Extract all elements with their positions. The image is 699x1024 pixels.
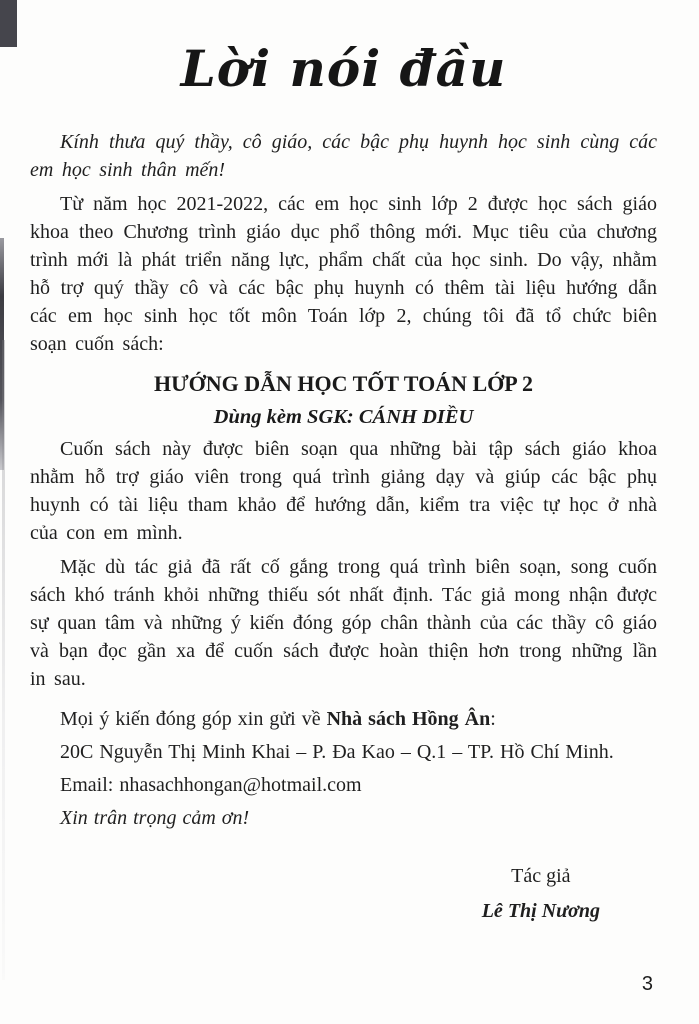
feedback-suffix: : [490, 707, 496, 730]
page-number: 3 [641, 973, 653, 995]
book-title-heading: HƯỚNG DẪN HỌC TỐT TOÁN LỚP 2 [154, 370, 533, 396]
email-line: Email: nhasachhongan@hotmail.com [60, 773, 362, 796]
page-title: Lời nói đầu [180, 39, 507, 98]
thanks-line: Xin trân trọng cảm ơn! [60, 806, 250, 829]
scan-artifact-left-edge-light [2, 340, 5, 980]
signoff-label: Tác giả [511, 864, 571, 887]
scan-artifact-corner [0, 0, 17, 47]
address-line: 20C Nguyễn Thị Minh Khai – P. Đa Kao – Q.1 – TP. Hồ Chí Minh. [60, 740, 614, 763]
author-name: Lê Thị Nương [481, 899, 600, 922]
intro-paragraph: Từ năm học 2021-2022, các em học sinh lớp 2 được học sách giáo khoa theo Chương trình giáo dục phổ thông mới. Mục tiêu của chương trình mới là phát triển năng lực, phẩm chất của học sinh. Do vậy, nhằm hỗ trợ quý thầy cô và các bậc phụ huynh có thêm tài liệu hướng dẫn các em học sinh học tốt môn Toán lớp 2, chúng tôi đã tổ chức biên soạn cuốn sách: [30, 192, 657, 355]
book-subtitle-heading: Dùng kèm SGK: CÁNH DIỀU [213, 405, 474, 428]
about-paragraph: Cuốn sách này được biên soạn qua những bài tập sách giáo khoa nhằm hỗ trợ giáo viên trong quá trình giảng dạy và giúp các bậc phụ huynh có tài liệu tham khảo để hướng dẫn, kiểm tra việc tự học ở nhà của con em mình. [30, 437, 657, 544]
signoff-block [482, 859, 600, 929]
publisher-name: Nhà sách Hồng Ân [326, 707, 491, 730]
feedback-line [60, 703, 657, 736]
greeting-paragraph: Kính thưa quý thầy, cô giáo, các bậc phụ huynh học sinh cùng các em học sinh thân mến! [30, 130, 657, 181]
feedback-prefix: Mọi ý kiến đóng góp xin gửi về [60, 707, 327, 730]
apology-paragraph: Mặc dù tác giả đã rất cố gắng trong quá trình biên soạn, song cuốn sách khó tránh khỏi những thiếu sót nhất định. Tác giả mong nhận được sự quan tâm và những ý kiến đóng góp chân thành của các thầy cô giáo và bạn đọc gần xa để cuốn sách được hoàn thiện hơn trong những lần in sau. [30, 555, 657, 690]
